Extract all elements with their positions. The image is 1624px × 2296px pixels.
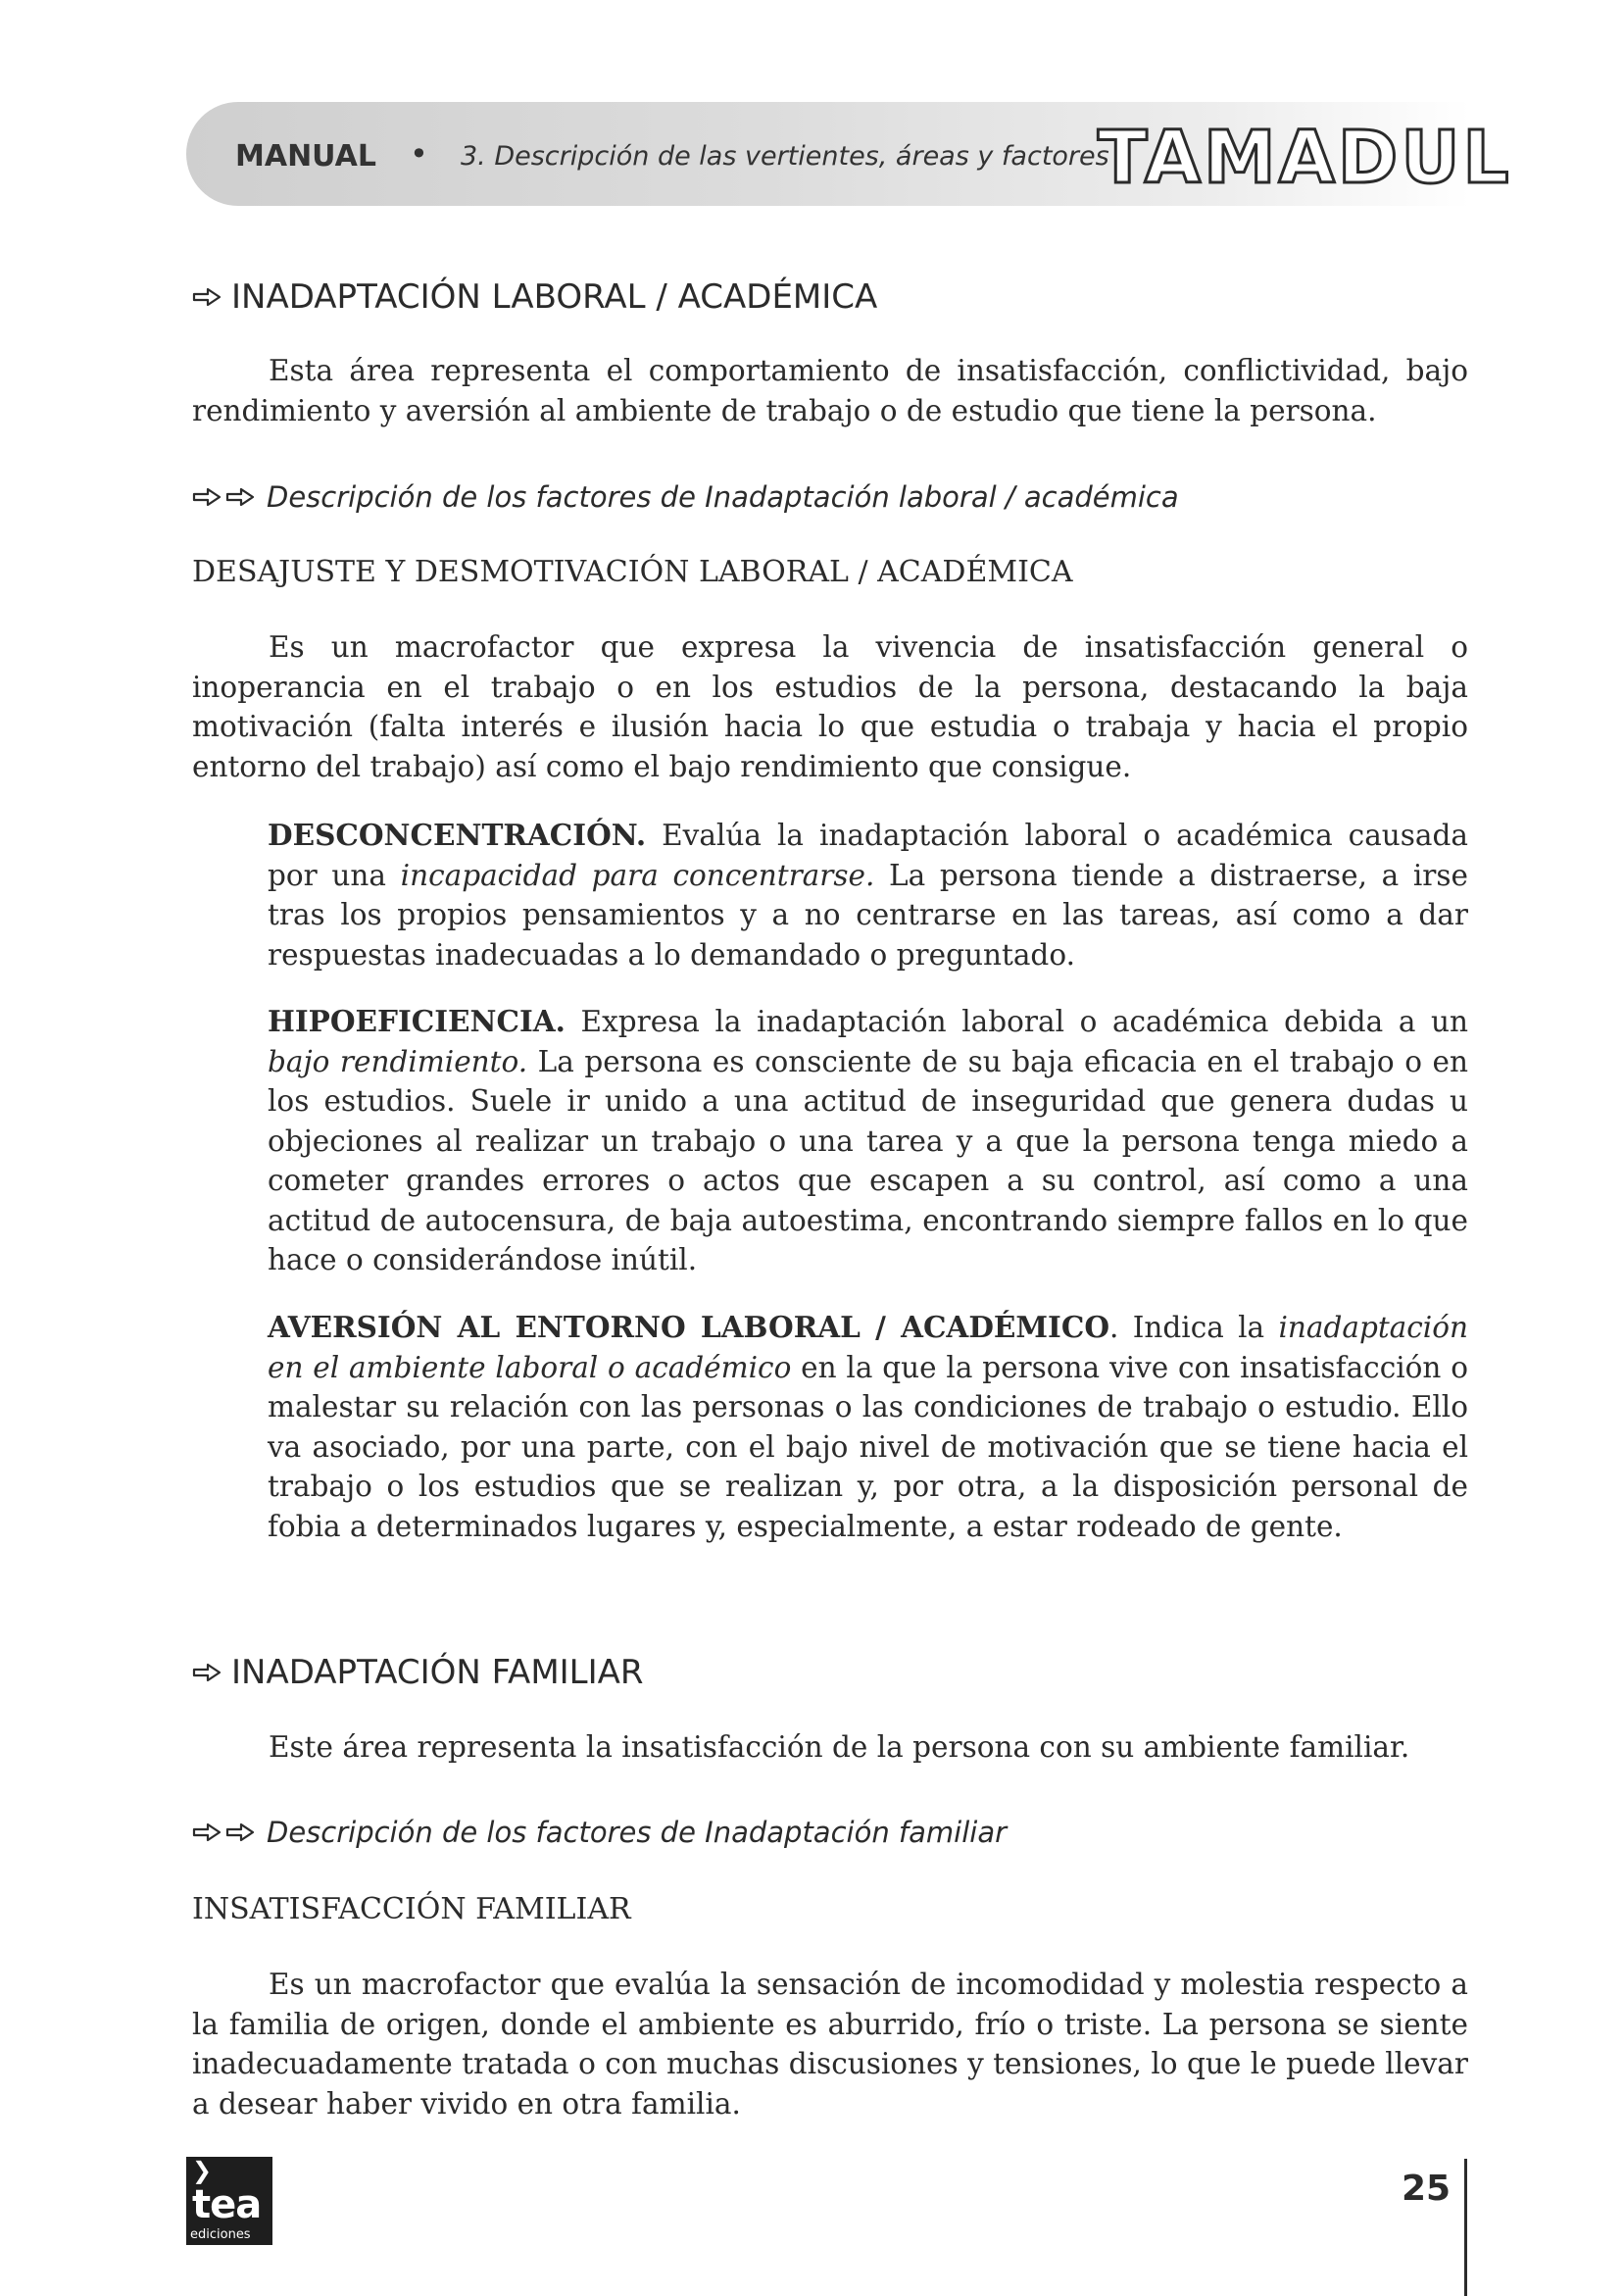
brand-logo-text: TAMADUL (1098, 116, 1512, 200)
subfactor-hipoeficiencia: HIPOEFICIENCIA. Expresa la inadaptación laboral o académica debida a un bajo rendimiento. La persona es consciente de su baja eficacia en el trabajo o en los estudios. Suele ir unido a una actitud de inseguridad que genera dudas u objeciones al realizar un trabajo o una tarea y a que la persona tenga miedo a cometer grandes errores o actos que escapen a su control, así como a una actitud de autocensura, de baja autoestima, encontrando siempre fallos en lo que hace o considerándose inútil. (268, 1004, 1468, 1276)
header-separator: • (410, 135, 428, 173)
page-number-rule (1464, 2159, 1467, 2296)
publisher-logo-sub: ediciones (190, 2227, 251, 2242)
factor-text-insatisfaccion: Es un macrofactor que evalúa la sensación de incomodidad y molestia respecto a la familia de origen, donde el ambiente es aburrido, frío o triste. La persona se siente inadecuadamente tratada o con muchas discusiones y tensiones, lo que le puede llevar a desear haber vivido en otra familia. (192, 1968, 1468, 2121)
subheading-familiar (192, 1816, 1007, 1849)
header-manual-label: MANUAL (235, 139, 376, 174)
section-heading-text: INADAPTACIÓN FAMILIAR (231, 1653, 644, 1692)
subheading-laboral (192, 480, 1179, 514)
section-heading-familiar (192, 1653, 644, 1692)
subfactor-emphasis: inadaptación en el ambiente laboral o académico (268, 1311, 1468, 1384)
subfactor-aversion: AVERSIÓN AL ENTORNO LABORAL / ACADÉMICO. Indica la inadaptación en el ambiente laboral o académico en la que la persona vive con insatisfacción o malestar su relación con las personas o las condiciones de trabajo o estudio. Ello va asociado, por una parte, con el bajo nivel de motivación que se tiene hacia el trabajo o los estudios que se realizan y, por otra, a la disposición personal de fobia a determinados lugares y, especialmente, a estar rodeado de gente. (268, 1310, 1468, 1543)
factor-text-desajuste: Es un macrofactor que expresa la vivencia de insatisfacción general o inoperancia en el trabajo o en los estudios de la persona, destacando la baja motivación (falta interés e ilusión hacia lo que estudia o trabaja y hacia el propio entorno del trabajo) así como el bajo rendimiento que consigue. (192, 630, 1468, 783)
section-heading-laboral (192, 277, 877, 317)
subfactor-term: HIPOEFICIENCIA. (268, 1004, 566, 1038)
factor-title-insatisfaccion: INSATISFACCIÓN FAMILIAR (192, 1892, 631, 1926)
subfactor-term: AVERSIÓN AL ENTORNO LABORAL / ACADÉMICO (268, 1310, 1110, 1344)
arrow-right-icon (192, 287, 221, 307)
publisher-logo: ❯ tea ediciones (186, 2157, 272, 2245)
header-section-title: 3. Descripción de las vertientes, áreas y factores (461, 141, 1109, 172)
section-intro-familiar: Este área representa la insatisfacción de la persona con su ambiente familiar. (269, 1730, 1410, 1764)
subfactor-term: DESCONCENTRACIÓN. (268, 818, 647, 852)
page-number: 25 (1402, 2169, 1452, 2209)
section-intro-laboral: Esta área representa el comportamiento de insatisfacción, conflictividad, bajo rendimiento y aversión al ambiente de trabajo o de estudio que tiene la persona. (192, 354, 1468, 427)
subheading-text: Descripción de los factores de Inadaptación familiar (267, 1816, 1008, 1849)
subfactor-emphasis: bajo rendimiento. (268, 1044, 528, 1078)
section-heading-text: INADAPTACIÓN LABORAL / ACADÉMICA (231, 277, 878, 317)
subfactor-desconcentracion: DESCONCENTRACIÓN. Evalúa la inadaptación laboral o académica causada por una incapacidad para concentrarse. La persona tiende a distraerse, a irse tras los propios pensamientos y a no centrarse en las tareas, así como a dar respuestas inadecuadas a lo demandado o preguntado. (268, 818, 1468, 972)
double-arrow-right-icon (192, 487, 257, 507)
arrow-right-icon (192, 1663, 221, 1682)
subheading-text: Descripción de los factores de Inadaptación laboral / académica (267, 480, 1179, 514)
publisher-logo-name: tea (192, 2182, 262, 2227)
factor-title-desajuste: DESAJUSTE Y DESMOTIVACIÓN LABORAL / ACADÉMICA (192, 555, 1073, 589)
double-arrow-right-icon (192, 1822, 257, 1842)
subfactor-emphasis: incapacidad para concentrarse. (400, 858, 875, 892)
